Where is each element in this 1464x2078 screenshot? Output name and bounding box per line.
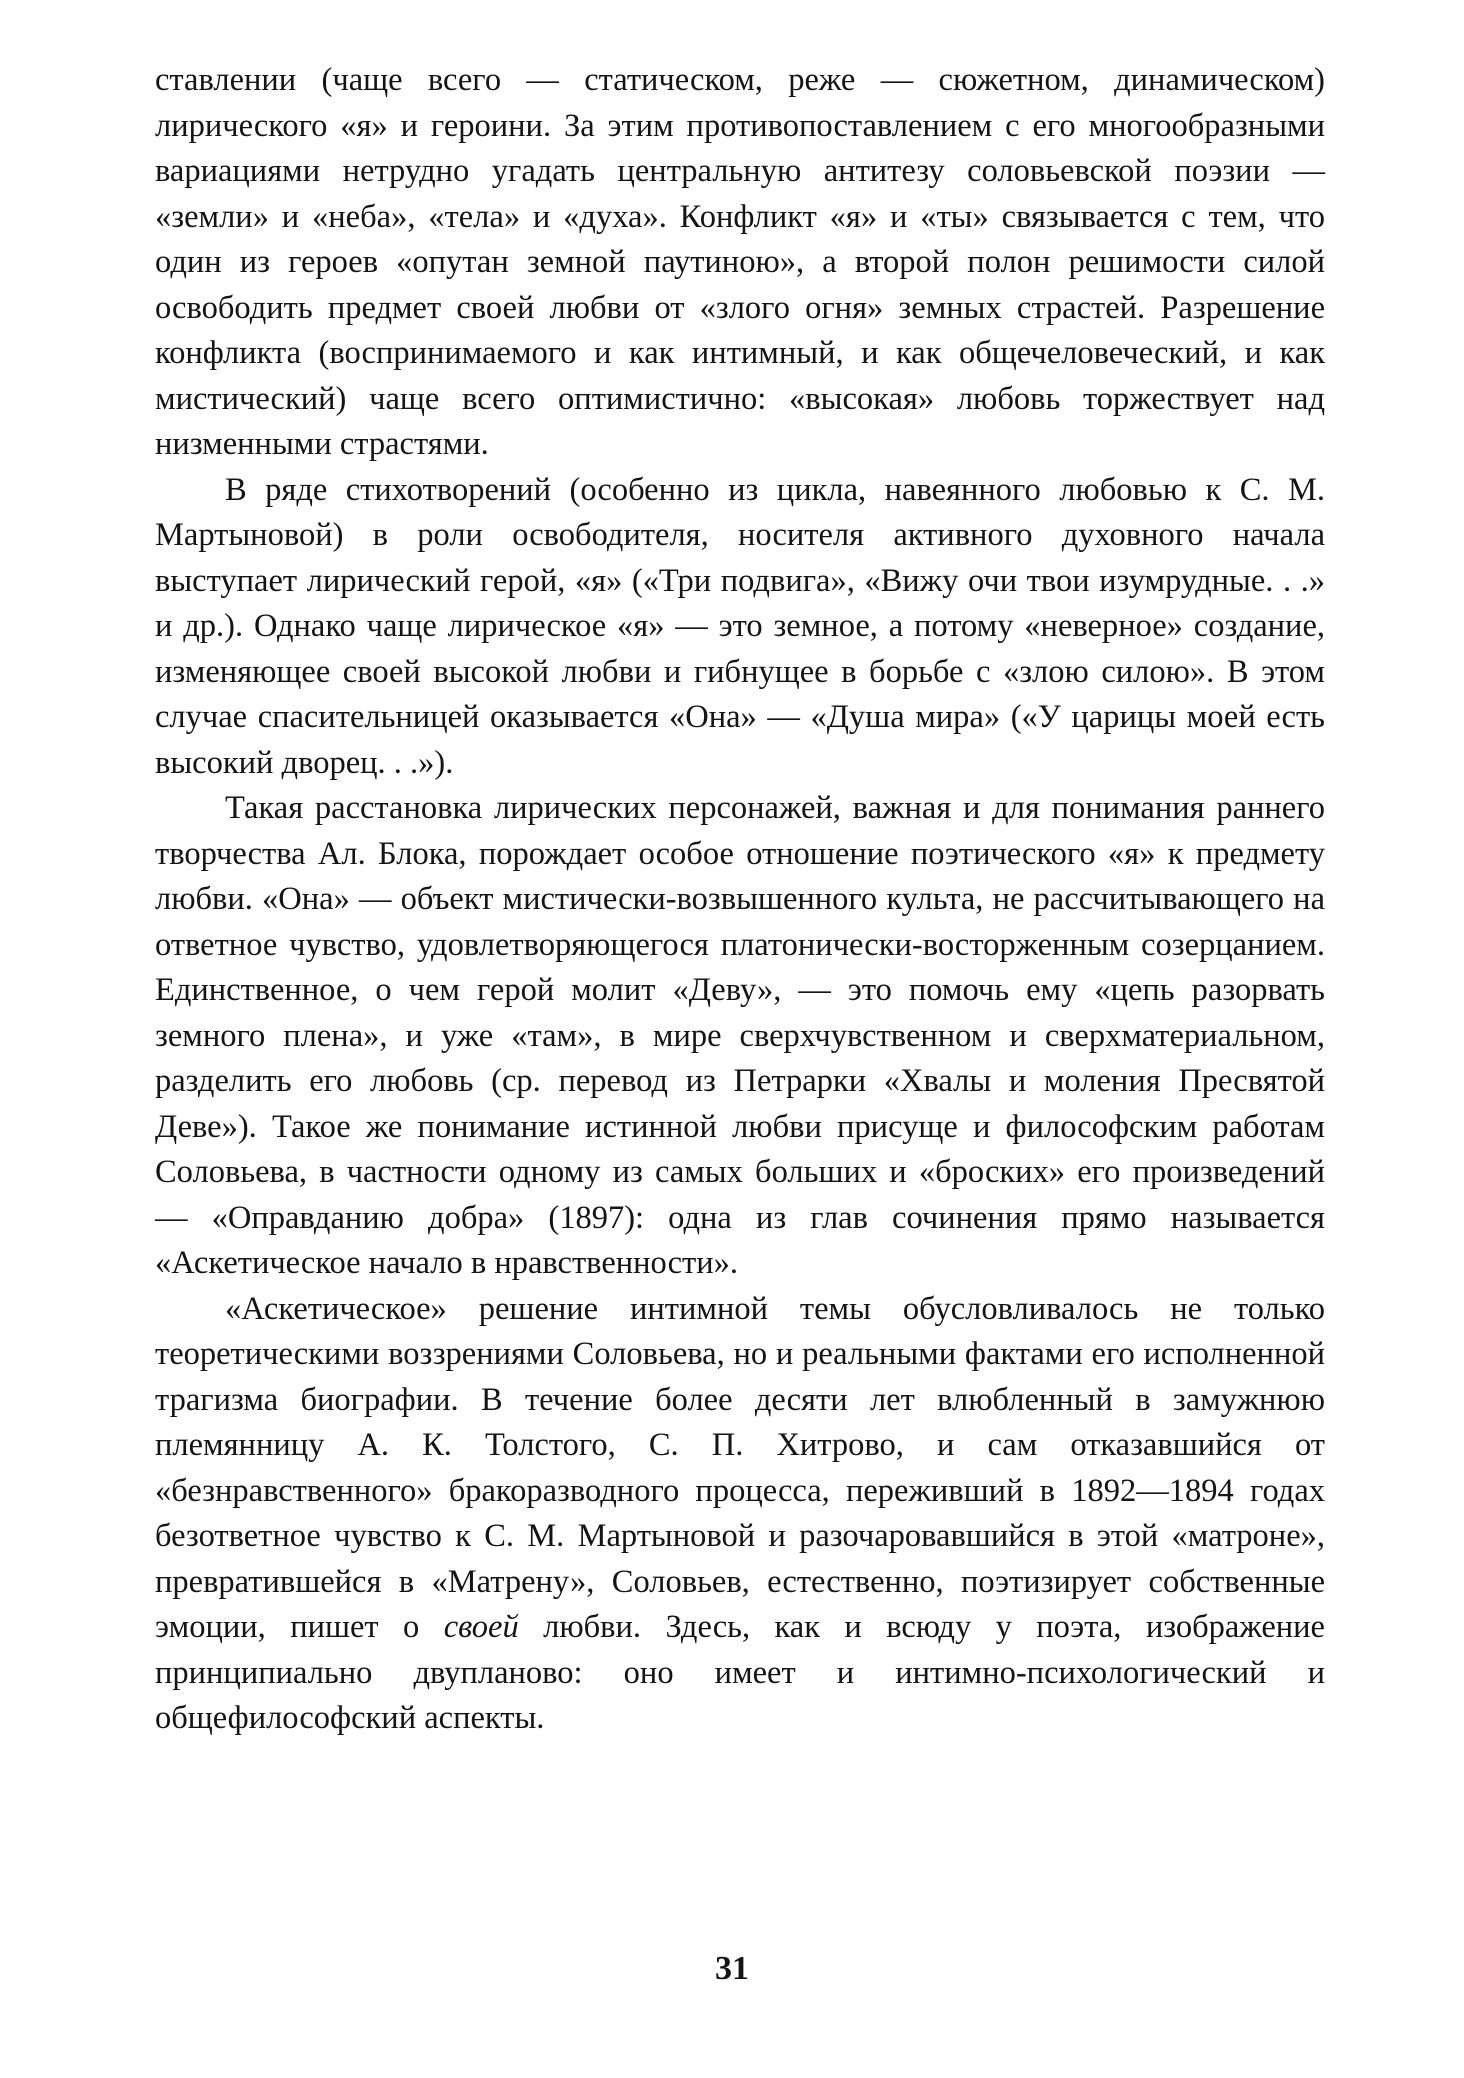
paragraph-1: ставлении (чаще всего — статическом, реже — сюжетном, динамическом) лирического «я» и героини. За этим противопоставлением с его многообразными вариациями нетрудно угадать центральную антитезу соловьевской поэзии — «земли» и «неба», «тела» и «духа». Конфликт «я» и «ты» связывается с тем, что один из героев «опутан земной паутиною», а второй полон решимости силой освободить предмет своей любви от «злого огня» земных страстей. Разрешение конфликта (воспринимаемого и как интимный, и как общечеловеческий, и как мистический) чаще всего оптимистично: «высокая» любовь торжествует над низменными страстями. xyxy=(155,62,1325,462)
paragraph-4-italic-word: своей xyxy=(443,1609,519,1645)
page-number: 31 xyxy=(715,1950,749,1987)
body-text xyxy=(155,58,1325,1742)
paragraph-4 xyxy=(155,1287,1325,1742)
paragraph-3: Такая расстановка лирических персонажей, важная и для понимания раннего творчества Ал. Блока, порождает особое отношение поэтического «я» к предмету любви. «Она» — объект мистически-возвышенного культа, не рассчитывающего на ответное чувство, удовлетворяющегося платонически-восторженным созерцанием. Единственное, о чем герой молит «Деву», — это помочь ему «цепь разорвать земного плена», и уже «там», в мире сверхчувственном и сверхматериальном, разделить его любовь (ср. перевод из Петрарки «Хвалы и моления Пресвятой Деве»). Такое же понимание истинной любви присуще и философским работам Соловьева, в частности одному из самых больших и «броских» его произведений — «Оправданию добра» (1897): одна из глав сочинения прямо называется «Аскетическое начало в нравственности». xyxy=(155,790,1325,1281)
paragraph-2: В ряде стихотворений (особенно из цикла, навеянного любовью к С. М. Мартыновой) в роли освободителя, носителя активного духовного начала выступает лирический герой, «я» («Три подвига», «Вижу очи твои изумрудные. . .» и др.). Однако чаще лирическое «я» — это земное, а потому «неверное» создание, изменяющее своей высокой любви и гибнущее в борьбе с «злою силою». В этом случае спасительницей оказывается «Она» — «Душа мира» («У царицы моей есть высокий дворец. . .»). xyxy=(155,471,1325,781)
paragraph-4-start: «Аскетическое» решение интимной темы обусловливалось не только теоретическими воззрениями Соловьева, но и реальными фактами его исполненной трагизма биографии. В течение более десяти лет влюбленный в замужнюю племянницу А. К. Толстого, С. П. Хитрово, и сам отказавшийся от «безнравственного» бракоразводного процесса, переживший в 1892—1894 годах безответное чувство к С. М. Мартыновой и разочаровавшийся в этой «матроне», превратившейся в «Матрену», Соловьев, естественно, поэтизирует собственные эмоции, пишет о xyxy=(155,1290,1325,1645)
paragraph-4-end: любви. Здесь, как и всюду у поэта, изображение принципиально двупланово: оно имеет и интимно-психологический и общефилософский аспекты. xyxy=(155,1609,1325,1736)
